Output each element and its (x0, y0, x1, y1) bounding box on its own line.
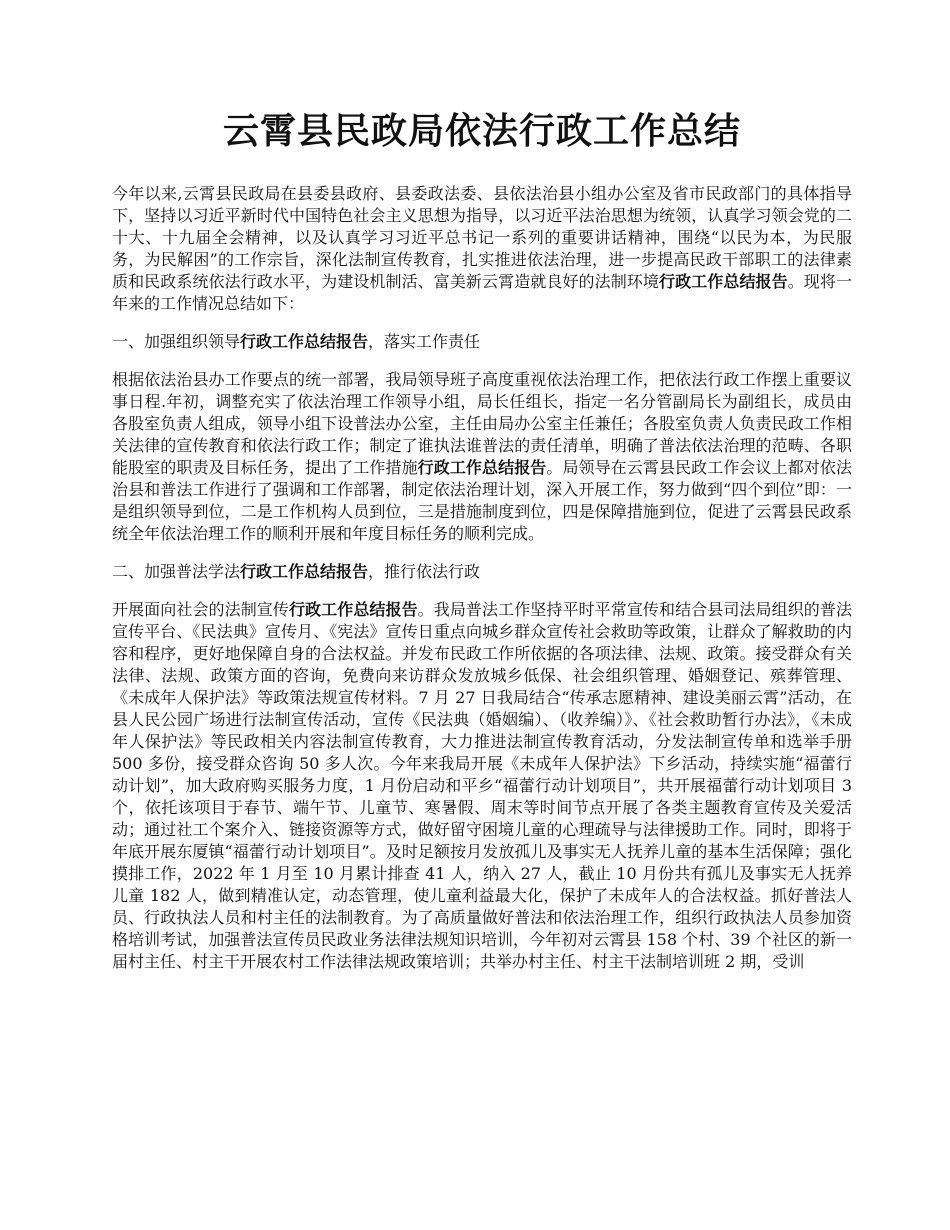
section-1-heading-start: 一、加强组织领导 (112, 331, 241, 351)
section-2-body-bold: 行政工作总结报告 (288, 599, 418, 619)
document-page (112, 108, 852, 989)
section-1-body (112, 369, 852, 545)
intro-text-end: 。现将一年来的工作情况总结如下： (112, 271, 852, 313)
section-2-heading (112, 561, 852, 583)
intro-text-start: 今年以来,云霄县民政局在县委县政府、县委政法委、县依法治县小组办公室及省市民政部门的具体指导下，坚持以习近平新时代中国特色社会主义思想为指导，以习近平法治思想为统领，认真学习领会党的二十大、十九届全会精神，以及认真学习习近平总书记一系列的重要讲话精神，围绕“以民为本，为民服务，为民解困”的工作宗旨，深化法制宣传教育，扎实推进依法治理，进一步提高民政干部职工的法律素质和民政系统依法行政水平，为建设机制活、富美新云霄造就良好的法制环境 (112, 183, 852, 291)
intro-paragraph (112, 183, 852, 315)
section-2-body-start: 开展面向社会的法制宣传 (112, 599, 289, 619)
section-2-body (112, 599, 852, 973)
section-2-body-end: 。我局普法工作坚持平时平常宣传和结合县司法局组织的普法宣传平台、《民法典》宣传月、《宪法》宣传日重点向城乡群众宣传社会救助等政策，让群众了解救助的内容和程序，更好地保障自身的合法权益。并发布民政工作所依据的各项法律、法规、政策。接受群众有关法律、法规、政策方面的咨询，免费向来访群众发放城乡低保、社会组织管理、婚姻登记、殡葬管理、《未成年人保护法》等政策法规宣传材料。7 月 27 日我局结合“传承志愿精神、建设美丽云霄”活动，在县人民公园广场进行法制宣传活动，宣传《民法典（婚姻编）、（收养编）》、《社会救助暂行办法》，《未成年人保护法》等民政相关内容法制宣传教育，大力推进法制宣传教育活动，分发法制宣传单和选举手册 500 多份，接受群众咨询 50 多人次。今年来我局开展《未成年人保护法》下乡活动，持续实施“福蕾行动计划”，加大政府购买服务力度，1 月份启动和平乡“福蕾行动计划项目”，共开展福蕾行动计划项目 3 个，依托该项目于春节、端午节、儿童节、寒暑假、周末等时间节点开展了各类主题教育宣传及关爱活动；通过社工个案介入、链接资源等方式，做好留守困境儿童的心理疏导与法律援助工作。同时，即将于年底开展东厦镇“福蕾行动计划项目”。及时足额按月发放孤儿及事实无人抚养儿童的基本生活保障；强化摸排工作，2022 年 1 月至 10 月累计排查 41 人，纳入 27 人，截止 10 月份共有孤儿及事实无人抚养儿童 182 人，做到精准认定，动态管理，使儿童利益最大化，保护了未成年人的合法权益。抓好普法人员、行政执法人员和村主任的法制教育。为了高质量做好普法和依法治理工作，组织行政执法人员参加资格培训考试，加强普法宣传员民政业务法律法规知识培训，今年初对云霄县 158 个村、39 个社区的新一届村主任、村主干开展农村工作法律法规政策培训；共举办村主任、村主干法制培训班 2 期，受训 (112, 599, 852, 971)
section-1-body-end: 。局领导在云霄县民政工作会议上都对依法治县和普法工作进行了强调和工作部署，制定依法治理计划，深入开展工作，努力做到“四个到位”即：一是组织领导到位，二是工作机构人员到位，三是措施制度到位，四是保障措施到位，促进了云霄县民政系统全年依法治理工作的顺利开展和年度目标任务的顺利完成。 (112, 457, 852, 543)
section-1-heading-bold: 行政工作总结报告 (240, 331, 369, 351)
section-1-body-bold: 行政工作总结报告 (417, 457, 547, 477)
section-2-heading-start: 二、加强普法学法 (112, 561, 241, 581)
intro-bold-phrase: 行政工作总结报告 (659, 271, 788, 291)
section-2-heading-end: ，推行依法行政 (368, 561, 481, 581)
section-1-heading-end: ，落实工作责任 (368, 331, 481, 351)
document-title: 云霄县民政局依法行政工作总结 (222, 110, 741, 152)
section-2-heading-bold: 行政工作总结报告 (240, 561, 369, 581)
section-1-heading (112, 331, 852, 353)
section-1-body-start: 根据依法治县办工作要点的统一部署，我局领导班子高度重视依法治理工作，把依法行政工作摆上重要议事日程.年初，调整充实了依法治理工作领导小组，局长任组长，指定一名分管副局长为副组长，成员由各股室负责人组成，领导小组下设普法办公室，主任由局办公室主任兼任；各股室负责人负责民政工作相关法律的宣传教育和依法行政工作；制定了谁执法谁普法的责任清单，明确了普法依法治理的范畴、各职能股室的职责及目标任务，提出了工作措施 (112, 369, 852, 477)
